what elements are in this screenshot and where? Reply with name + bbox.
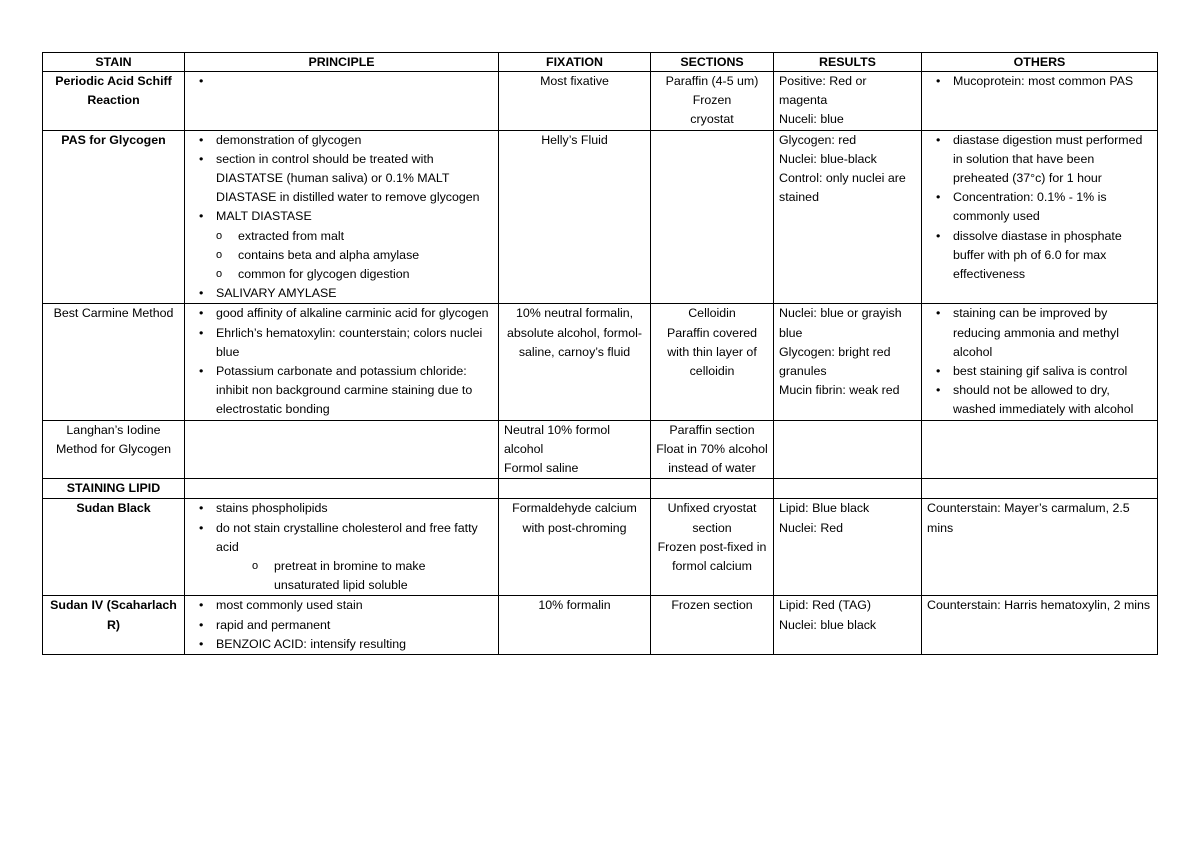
others-list [927,131,1152,285]
results-cell [774,304,922,420]
principle-list [190,304,493,419]
list-item: • Mucoprotein: most common PAS [953,72,1152,91]
fixation-cell: 10% neutral formalin, absolute alcohol, formol-saline, carnoy’s fluid [499,304,651,420]
table-row-sudan-black [43,499,1158,596]
empty-cell [499,479,651,499]
fixation-cell: Most fixative [499,72,651,131]
header-stain: STAIN [43,53,185,72]
sections-cell [651,420,774,479]
list-item: • demonstration of glycogen [216,131,493,150]
empty-cell [651,479,774,499]
sub-list [216,557,493,595]
list-item: • dissolve diastase in phosphate buffer with ph of 6.0 for max effectiveness [953,227,1152,285]
sections-line: Paraffin (4-5 um) [665,74,759,88]
others-cell [922,304,1158,420]
list-item: • good affinity of alkaline carminic acid for glycogen [216,304,493,323]
list-item [216,207,493,284]
fixation-line: Formol saline [504,461,579,476]
results-line: Nuclei: blue or grayish blue [779,306,902,340]
results-cell [774,420,922,479]
fixation-cell: 10% formalin [499,596,651,655]
fixation-cell: Helly’s Fluid [499,130,651,304]
sub-list-item: o extracted from malt [238,227,493,246]
list-item-label: do not stain crystalline cholesterol and free fatty acid [216,520,478,554]
principle-cell [185,420,499,479]
sections-cell [651,304,774,420]
list-item: • BENZOIC ACID: intensify resulting [216,635,493,654]
sections-line: Celloidin [688,306,736,321]
table-row-pas-reaction [43,72,1158,131]
list-item: • Ehrlich’s hematoxylin: counterstain; colors nuclei blue [216,324,493,362]
results-line: Glycogen: red [779,132,857,147]
results-cell [774,596,922,655]
others-cell: Counterstain: Mayer’s carmalum, 2.5 mins [922,499,1158,596]
results-line: Mucin fibrin: weak red [779,383,900,398]
sections-line: Paraffin covered with thin layer of celloidin [666,325,757,379]
stain-cell: Best Carmine Method [43,304,185,420]
results-line: Positive: Red or magenta [779,74,867,108]
principle-cell [185,304,499,420]
others-list [927,304,1152,419]
empty-cell [185,479,499,499]
sections-line: Float in 70% alcohol instead of water [656,441,768,476]
principle-list [190,596,493,654]
others-cell [922,72,1158,131]
sections-line: Frozen post-fixed in formol calcium [657,539,767,574]
list-item: • diastase digestion must performed in solution that have been preheated (37°c) for 1 hour [953,131,1152,189]
others-cell: Counterstain: Harris hematoxylin, 2 mins [922,596,1158,655]
sections-line: Frozen [692,93,732,108]
stain-comparison-table [42,52,1158,655]
list-item: • SALIVARY AMYLASE [216,284,493,303]
header-results: RESULTS [774,53,922,72]
fixation-cell: Formaldehyde calcium with post-chroming [499,499,651,596]
sub-list-item: o common for glycogen digestion [238,265,493,284]
empty-cell [922,479,1158,499]
header-others: OTHERS [922,53,1158,72]
table-row-pas-glycogen [43,130,1158,304]
table-row-section-lipid [43,479,1158,499]
sub-list-item: o contains beta and alpha amylase [238,246,493,265]
principle-cell [185,596,499,655]
results-line: Nuceli: blue [779,112,844,127]
principle-list [190,499,493,595]
results-line: Nuclei: Red [779,520,844,535]
section-heading: STAINING LIPID [43,479,185,499]
table-row-langhan-iodine [43,420,1158,479]
list-item: • Potassium carbonate and potassium chloride: inhibit non background carmine staining due to electrostatic bonding [216,362,493,420]
stain-cell: Langhan’s Iodine Method for Glycogen [43,420,185,479]
table-row-sudan-iv [43,596,1158,655]
fixation-cell [499,420,651,479]
principle-cell [185,72,499,131]
others-list [927,72,1152,91]
sections-cell [651,72,774,131]
sections-cell [651,130,774,304]
results-line: Control: only nuclei are stained [779,171,906,205]
list-item: • rapid and permanent [216,616,493,635]
results-line: Lipid: Blue black [779,501,870,516]
empty-cell [774,479,922,499]
list-item [216,519,493,596]
list-item-label: MALT DIASTASE [216,209,312,224]
list-item: • best staining gif saliva is control [953,362,1152,381]
principle-cell [185,130,499,304]
sections-line: Paraffin section [669,422,755,437]
stain-cell: PAS for Glycogen [43,130,185,304]
principle-cell [185,499,499,596]
sections-cell: Frozen section [651,596,774,655]
sections-line: Unfixed cryostat section [667,501,757,535]
others-cell [922,420,1158,479]
results-cell [774,72,922,131]
results-line: Lipid: Red (TAG) [779,598,872,613]
results-line: Nuclei: blue black [779,617,877,632]
stain-cell: Periodic Acid Schiff Reaction [43,72,185,131]
principle-list [190,131,493,304]
header-principle: PRINCIPLE [185,53,499,72]
list-item: • stains phospholipids [216,499,493,518]
results-line: Glycogen: bright red granules [779,344,891,379]
sections-cell [651,499,774,596]
fixation-line: Neutral 10% formol alcohol [504,422,611,456]
stain-cell: Sudan Black [43,499,185,596]
header-fixation: FIXATION [499,53,651,72]
sub-list-item: o pretreat in bromine to make unsaturated lipid soluble [274,557,493,595]
list-item: • staining can be improved by reducing ammonia and methyl alcohol [953,304,1152,362]
results-cell [774,499,922,596]
results-line: Nuclei: blue-black [779,151,877,166]
list-item: • most commonly used stain [216,596,493,615]
header-sections: SECTIONS [651,53,774,72]
sections-line: cryostat [690,112,734,127]
table-row-best-carmine [43,304,1158,420]
list-item: • Concentration: 0.1% - 1% is commonly used [953,188,1152,226]
list-item: • should not be allowed to dry, washed immediately with alcohol [953,381,1152,419]
sub-list [216,227,493,285]
others-cell [922,130,1158,304]
header-row [43,53,1158,72]
list-item: • section in control should be treated with DIASTATSE (human saliva) or 0.1% MALT DIASTASE in distilled water to remove glycogen [216,150,493,208]
stain-cell: Sudan IV (Scaharlach R) [43,596,185,655]
results-cell [774,130,922,304]
